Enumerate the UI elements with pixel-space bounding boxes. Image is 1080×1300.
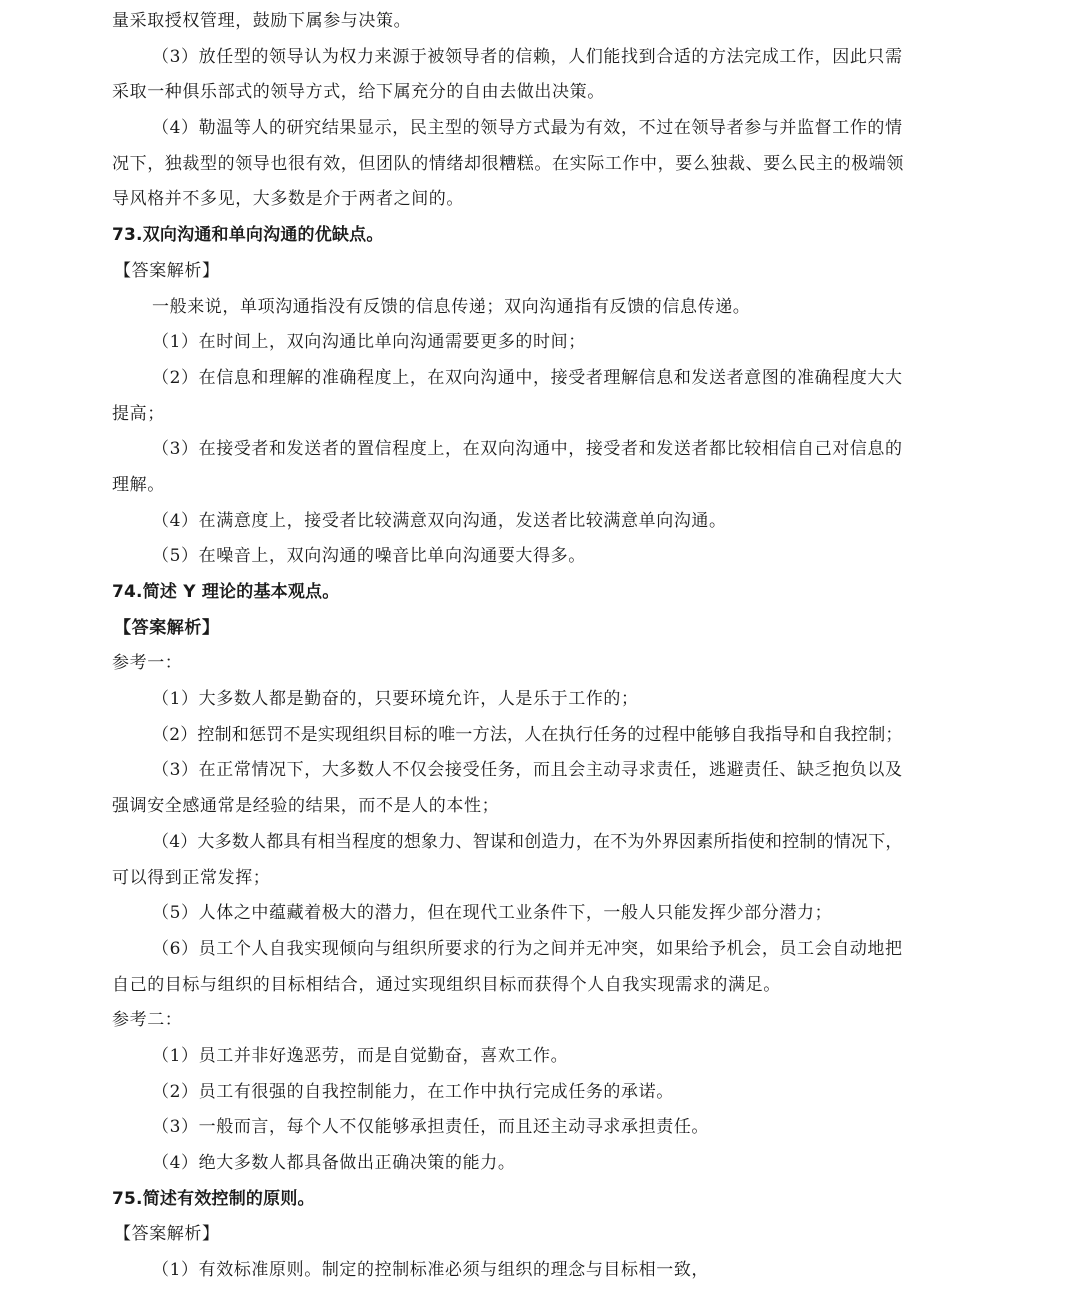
answer-label: 【答案解析】 [114, 617, 220, 638]
question-heading: 75.简述有效控制的原则。 [112, 1188, 315, 1209]
paragraph-line: （3）在接受者和发送者的置信程度上，在双向沟通中，接受者和发送者都比较相信自己对信息的 [152, 439, 903, 460]
paragraph-line: （2）控制和惩罚不是实现组织目标的唯一方法，人在执行任务的过程中能够自我指导和自我控制； [152, 724, 903, 745]
text-line: 可以得到正常发挥； [112, 867, 271, 888]
paragraph-line: （1）员工并非好逸恶劳，而是自觉勤奋，喜欢工作。 [152, 1045, 569, 1066]
text-line: 量采取授权管理，鼓励下属参与决策。 [112, 11, 412, 31]
text-line: 自己的目标与组织的目标相结合，通过实现组织目标而获得个人自我实现需求的满足。 [112, 974, 781, 995]
question-heading: 74.简述 Y 理论的基本观点。 [112, 582, 340, 602]
paragraph-line: （6）员工个人自我实现倾向与组织所要求的行为之间并无冲突，如果给予机会，员工会自动地把 [152, 938, 903, 959]
reference-label: 参考二： [112, 1010, 183, 1031]
paragraph-line: （5）在噪音上，双向沟通的噪音比单向沟通要大得多。 [152, 546, 586, 567]
text-line: 况下，独裁型的领导也很有效，但团队的情绪却很糟糕。在实际工作中，要么独裁、要么民主的极端领 [112, 153, 904, 174]
paragraph-line: （2）在信息和理解的准确程度上，在双向沟通中，接受者理解信息和发送者意图的准确程度大大 [152, 367, 903, 388]
paragraph-line: 一般来说，单项沟通指没有反馈的信息传递；双向沟通指有反馈的信息传递。 [152, 296, 751, 317]
answer-label: 【答案解析】 [114, 260, 220, 281]
question-heading: 73.双向沟通和单向沟通的优缺点。 [112, 225, 384, 246]
paragraph-line: （4）绝大多数人都具备做出正确决策的能力。 [152, 1153, 516, 1173]
paragraph-line: （1）有效标准原则。制定的控制标准必须与组织的理念与目标相一致， [152, 1260, 710, 1281]
text-line: 理解。 [112, 474, 165, 495]
paragraph-line: （2）员工有很强的自我控制能力，在工作中执行完成任务的承诺。 [152, 1081, 674, 1102]
paragraph-line: （3）在正常情况下，大多数人不仅会接受任务，而且会主动寻求责任，逃避责任、缺乏抱负以及 [152, 760, 903, 781]
text-line: 提高； [112, 403, 165, 424]
paragraph-line: （4）勒温等人的研究结果显示，民主型的领导方式最为有效，不过在领导者参与并监督工作的情 [152, 118, 903, 139]
answer-label: 【答案解析】 [114, 1224, 220, 1245]
paragraph-line: （3）一般而言，每个人不仅能够承担责任，而且还主动寻求承担责任。 [152, 1117, 710, 1138]
text-line: 导风格并不多见，大多数是介于两者之间的。 [112, 189, 464, 210]
text-line: 采取一种俱乐部式的领导方式，给下属充分的自由去做出决策。 [112, 82, 605, 103]
reference-label: 参考一： [112, 653, 183, 674]
paragraph-line: （1）大多数人都是勤奋的，只要环境允许，人是乐于工作的； [152, 689, 639, 710]
text-line: 强调安全感通常是经验的结果，而不是人的本性； [112, 796, 500, 817]
paragraph-line: （4）在满意度上，接受者比较满意双向沟通，发送者比较满意单向沟通。 [152, 510, 727, 531]
paragraph-line: （3）放任型的领导认为权力来源于被领导者的信赖，人们能找到合适的方法完成工作，因此只需 [152, 46, 903, 67]
paragraph-line: （4）大多数人都具有相当程度的想象力、智谋和创造力，在不为外界因素所指使和控制的情况下， [152, 831, 903, 852]
paragraph-line: （5）人体之中蕴藏着极大的潜力，但在现代工业条件下，一般人只能发挥少部分潜力； [152, 903, 833, 924]
paragraph-line: （1）在时间上，双向沟通比单向沟通需要更多的时间； [152, 332, 586, 353]
